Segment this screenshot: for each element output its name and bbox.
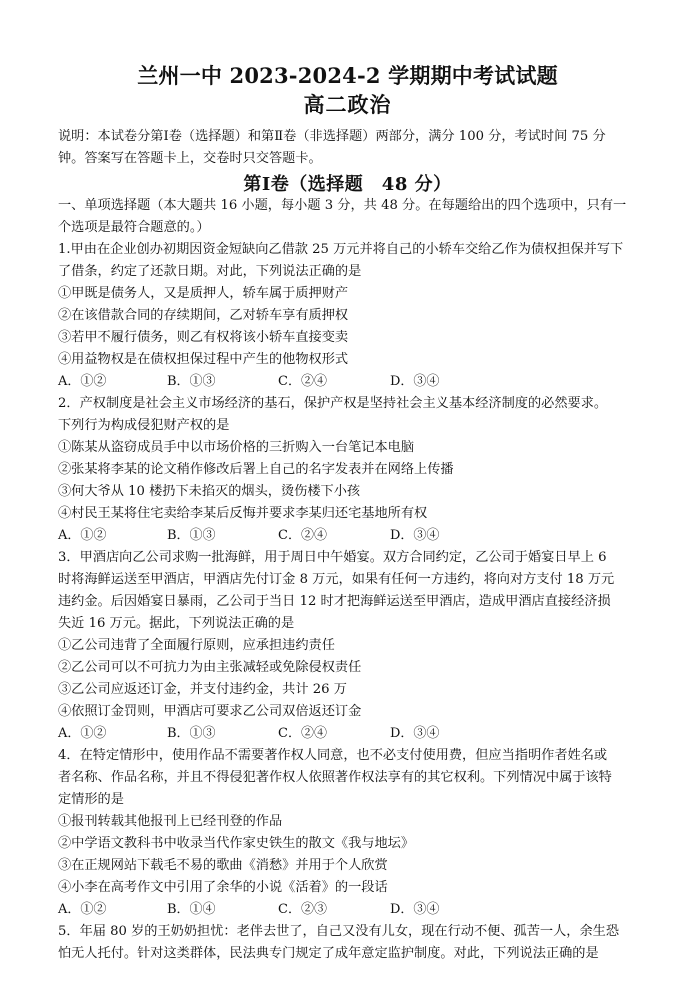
question-5-stem: 怕无人托付。针对这类群体，民法典专门规定了成年意定监护制度。对此，下列说法正确的是 xyxy=(58,946,599,961)
exam-subject: 高二政治 xyxy=(303,92,392,117)
option-b: B．①③ xyxy=(167,528,216,543)
option-a: A．①② xyxy=(58,374,107,389)
option-b: B．①④ xyxy=(167,902,216,917)
option-d: D．③④ xyxy=(390,726,440,741)
question-3-stem: 失近 16 万元。据此，下列说法正确的是 xyxy=(58,616,295,631)
question-1-item: ②在该借款合同的存续期间，乙对轿车享有质押权 xyxy=(58,308,349,323)
option-b: B．①③ xyxy=(167,374,216,389)
question-3-stem: 违约金。后因婚宴日暴雨，乙公司于当日 12 时才把海鲜运送至甲酒店，造成甲酒店直接经济损 xyxy=(58,594,611,609)
question-4-item: ④小李在高考作文中引用了余华的小说《活着》的一段话 xyxy=(58,880,388,895)
question-4-stem: 4．在特定情形中，使用作品不需要著作权人同意，也不必支付使用费，但应当指明作者姓名或 xyxy=(58,748,608,763)
question-3-stem: 时将海鲜运送至甲酒店，甲酒店先付订金 8 万元，如果有任何一方违约，将向对方支付 18 万元 xyxy=(58,572,615,587)
instructions-line: 钟。答案写在答题卡上，交卷时只交答题卡。 xyxy=(58,151,322,166)
question-4-item: ①报刊转载其他报刊上已经刊登的作品 xyxy=(58,814,283,829)
option-a: A．①② xyxy=(58,726,107,741)
exam-title: 兰州一中 2023-2024-2 学期期中考试试题 xyxy=(137,63,558,88)
section-title: 第Ⅰ卷（选择题 48 分） xyxy=(243,174,452,195)
option-c: C．②③ xyxy=(278,902,327,917)
section-intro-line: 个选项是最符合题意的。） xyxy=(58,220,210,235)
section-intro-line: 一、单项选择题（本大题共 16 小题，每小题 3 分，共 48 分。在每题给出的四个选项中，只有一 xyxy=(58,198,627,213)
question-1-stem: 了借条，约定了还款日期。对此，下列说法正确的是 xyxy=(58,264,362,279)
question-3-item: ④依照订金罚则，甲酒店可要求乙公司双倍返还订金 xyxy=(58,704,362,719)
question-2-stem: 下列行为构成侵犯财产权的是 xyxy=(58,418,230,433)
option-c: C．②④ xyxy=(278,374,327,389)
question-5-stem: 5．年届 80 岁的王奶奶担忧：老伴去世了，自己又没有儿女，现在行动不便、孤苦一人，余生恐 xyxy=(58,924,620,939)
question-4-item: ②中学语文教科书中收录当代作家史铁生的散文《我与地坛》 xyxy=(58,836,415,851)
option-d: D．③④ xyxy=(390,528,440,543)
option-a: A．①② xyxy=(58,528,107,543)
option-a: A．①② xyxy=(58,902,107,917)
question-4-stem: 定情形的是 xyxy=(58,792,124,807)
question-3-item: ①乙公司违背了全面履行原则，应承担违约责任 xyxy=(58,638,335,653)
option-c: C．②④ xyxy=(278,726,327,741)
question-2-stem: 2．产权制度是社会主义市场经济的基石，保护产权是坚持社会主义基本经济制度的必然要求。 xyxy=(58,396,608,411)
question-2-item: ③何大爷从 10 楼扔下未掐灭的烟头，烫伤楼下小孩 xyxy=(58,484,361,499)
question-1-item: ③若甲不履行债务，则乙有权将该小轿车直接变卖 xyxy=(58,330,349,345)
question-1-item: ④用益物权是在债权担保过程中产生的他物权形式 xyxy=(58,352,349,367)
question-2-item: ①陈某从盗窃成员手中以市场价格的三折购入一台笔记本电脑 xyxy=(58,440,415,455)
question-1-item: ①甲既是债务人，又是质押人，轿车属于质押财产 xyxy=(58,286,349,301)
question-4-stem: 者名称、作品名称，并且不得侵犯著作权人依照著作权法享有的其它权利。下列情况中属于该特 xyxy=(58,770,612,785)
option-c: C．②④ xyxy=(278,528,327,543)
question-3-item: ③乙公司应返还订金，并支付违约金，共计 26 万 xyxy=(58,682,347,697)
option-b: B．①③ xyxy=(167,726,216,741)
question-3-item: ②乙公司可以不可抗力为由主张减轻或免除侵权责任 xyxy=(58,660,362,675)
question-3-stem: 3．甲酒店向乙公司求购一批海鲜，用于周日中午婚宴。双方合同约定，乙公司于婚宴日早上 6 xyxy=(58,550,607,565)
question-1-stem: 1.甲由在企业创办初期因资金短缺向乙借款 25 万元并将自己的小轿车交给乙作为债权担保并写下 xyxy=(58,242,624,257)
instructions-line: 说明：本试卷分第Ⅰ卷（选择题）和第Ⅱ卷（非选择题）两部分，满分 100 分，考试时间 75 分 xyxy=(58,129,606,144)
option-d: D．③④ xyxy=(390,902,440,917)
question-2-item: ④村民王某将住宅卖给李某后反悔并要求李某归还宅基地所有权 xyxy=(58,506,428,521)
question-2-item: ②张某将李某的论文稍作修改后署上自己的名字发表并在网络上传播 xyxy=(58,462,454,477)
question-4-item: ③在正规网站下载毛不易的歌曲《消愁》并用于个人欣赏 xyxy=(58,858,388,873)
option-d: D．③④ xyxy=(390,374,440,389)
